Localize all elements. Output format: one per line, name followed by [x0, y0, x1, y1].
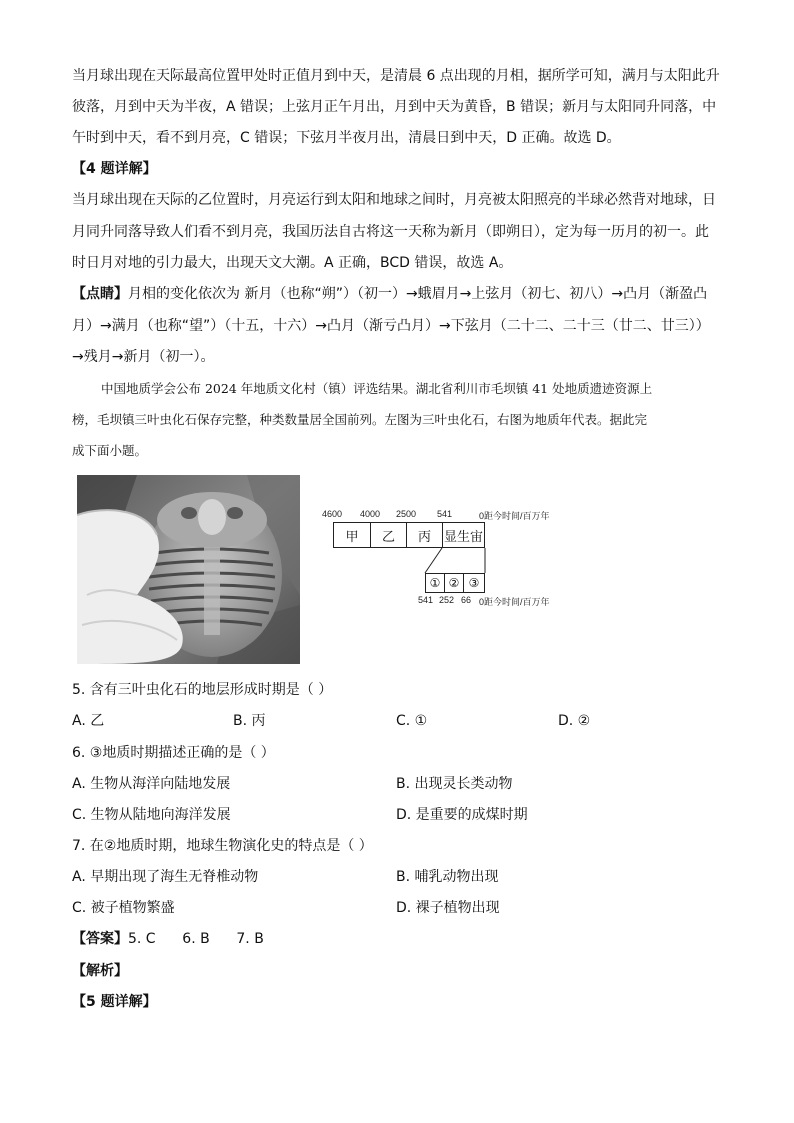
- paragraph-line: 月）→满月（也称“望”）（十五，十六）→凸月（渐亏凸月）→下弦月（二十二、二十三（廿二、廿三））: [72, 318, 710, 334]
- period-box-3: ③: [463, 573, 485, 593]
- era-box-bing: 丙: [406, 522, 443, 548]
- tick-label: 541: [437, 509, 453, 519]
- intro-line: 成下面小题。: [72, 443, 148, 458]
- paragraph-line: 时日月对地的引力最大，出现天文大潮。A 正确，BCD 错误，故选 A。: [72, 255, 513, 271]
- question-6: 6. ③地质时期描述正确的是（ ）: [72, 745, 275, 761]
- q7-option-d: D. 裸子植物出现: [396, 900, 500, 916]
- question-5: 5. 含有三叶虫化石的地层形成时期是（ ）: [72, 682, 333, 698]
- tick-label: 252: [439, 595, 455, 605]
- tick-label: 66: [461, 595, 472, 605]
- answer-label: 【答案】: [72, 931, 128, 947]
- q6-option-b: B. 出现灵长类动物: [396, 776, 513, 792]
- paragraph-line: 彼落，月到中天为半夜，A 错误；上弦月正午月出，月到中天为黄昏，B 错误；新月与太阳同升同落，中: [72, 99, 717, 115]
- tick-label: 4000: [360, 509, 381, 519]
- tip-line: [72, 284, 707, 304]
- era-box-yi: 乙: [370, 522, 407, 548]
- paragraph-line: 当月球出现在天际的乙位置时，月亮运行到太阳和地球之间时，月亮被太阳照亮的半球必然背对地球，日: [72, 192, 716, 208]
- q7-option-a: A. 早期出现了海生无脊椎动物: [72, 869, 259, 885]
- tip-label: 【点睛】: [72, 286, 128, 302]
- question-7: 7. 在②地质时期，地球生物演化史的特点是（ ）: [72, 838, 373, 854]
- period-box-2: ②: [444, 573, 464, 593]
- answer-line: [72, 929, 264, 949]
- tick-label: 4600: [322, 509, 343, 519]
- q6-option-c: C. 生物从陆地向海洋发展: [72, 807, 231, 823]
- era-box-jia: 甲: [333, 522, 371, 548]
- paragraph-line: →残月→新月（初一）。: [72, 349, 215, 365]
- section-heading: 【4 题详解】: [72, 161, 157, 177]
- paragraph-line: 月同升同落导致人们看不到月亮，我国历法自古将这一天称为新月（即朔日），定为每一历月的初一。此: [72, 224, 709, 240]
- q5-option-c: C. ①: [396, 713, 428, 729]
- period-box-1: ①: [425, 573, 445, 593]
- q5-option-a: A. 乙: [72, 713, 105, 729]
- tick-label: 0距今时间/百万年: [479, 511, 550, 521]
- answer-text: 5. C 6. B 7. B: [128, 931, 264, 947]
- q7-option-b: B. 哺乳动物出现: [396, 869, 499, 885]
- section-heading: 【5 题详解】: [72, 994, 157, 1010]
- tick-label: 541: [418, 595, 434, 605]
- intro-line: 中国地质学会公布 2024 年地质文化村（镇）评选结果。湖北省利川市毛坝镇 41 处地质遗迹资源上: [101, 381, 653, 396]
- tick-label: 0距今时间/百万年: [479, 597, 550, 607]
- q6-option-d: D. 是重要的成煤时期: [396, 807, 528, 823]
- intro-line: 榜，毛坝镇三叶虫化石保存完整，种类数量居全国前列。左图为三叶虫化石，右图为地质年代表。据此完: [72, 412, 648, 427]
- q7-option-c: C. 被子植物繁盛: [72, 900, 175, 916]
- q6-option-a: A. 生物从海洋向陆地发展: [72, 776, 231, 792]
- trilobite-fossil-image: [77, 475, 300, 664]
- tick-label: 2500: [396, 509, 417, 519]
- paragraph-line: 午时到中天，看不到月亮，C 错误；下弦月半夜月出，清晨日到中天，D 正确。故选 D。: [72, 130, 621, 146]
- q5-option-b: B. 丙: [233, 713, 266, 729]
- tip-text: 月相的变化依次为 新月（也称“朔”）（初一）→蛾眉月→上弦月（初七、初八）→凸月（渐盈凸: [128, 286, 708, 302]
- expansion-connector: [420, 547, 490, 575]
- paragraph-line: 当月球出现在天际最高位置甲处时正值月到中天，是清晨 6 点出现的月相，据所学可知，满月与太阳此升: [72, 68, 720, 84]
- q5-option-d: D. ②: [558, 713, 591, 729]
- analysis-heading: 【解析】: [72, 963, 128, 979]
- era-box-phanerozoic: 显生宙: [442, 522, 485, 548]
